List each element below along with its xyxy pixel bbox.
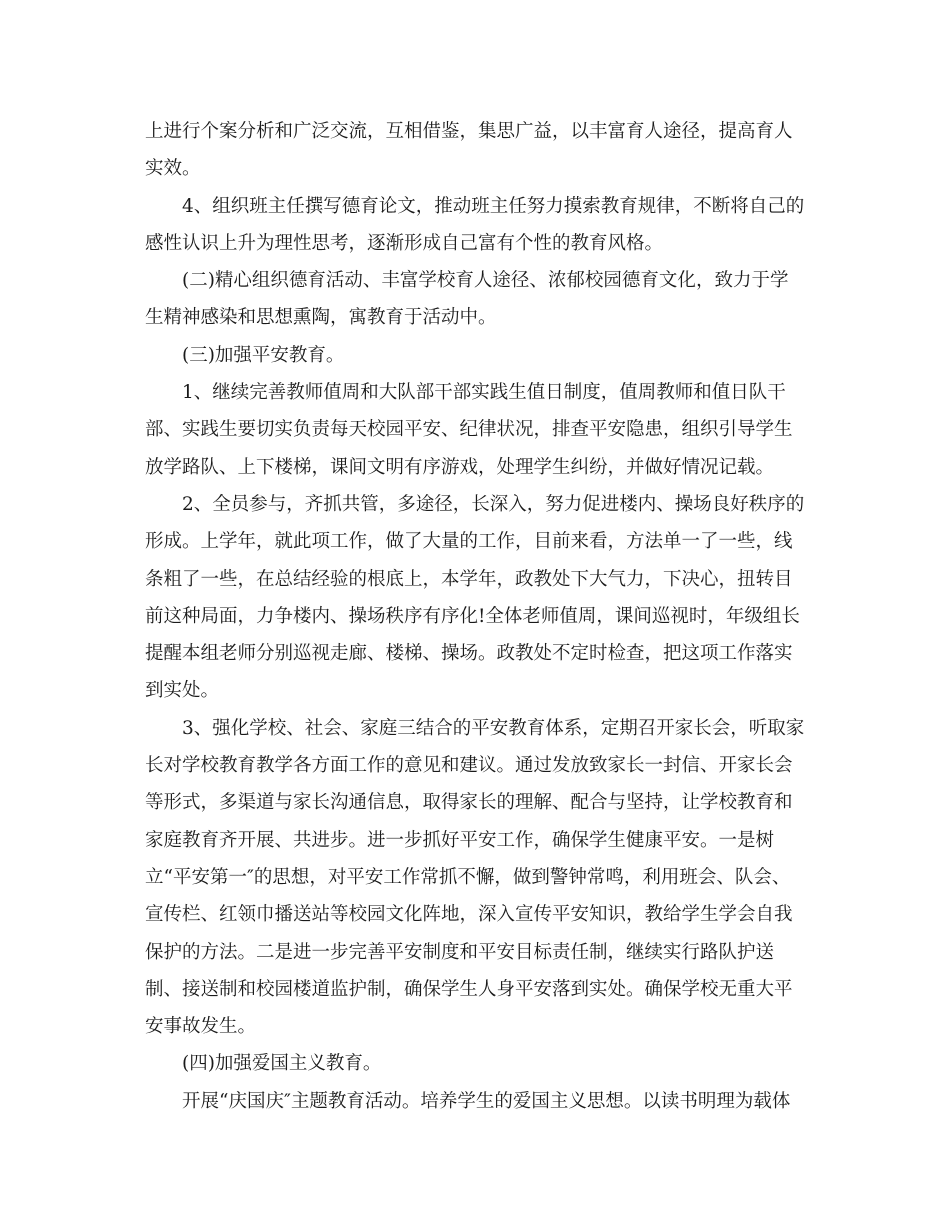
- document-body: [145, 113, 810, 1120]
- text-line: 1、继续完善教师值周和大队部干部实践生值日制度，值周教师和值日队干: [182, 382, 786, 404]
- text-line: 实效。: [145, 158, 201, 180]
- text-line: 生精神感染和思想熏陶，寓教育于活动中。: [145, 307, 497, 329]
- text-line: (四)加强爱国主义教育。: [182, 1053, 382, 1075]
- text-line: 宣传栏、红领巾播送站等校园文化阵地，深入宣传平安知识，教给学生学会自我: [145, 904, 793, 926]
- text-line: 制、接送制和校园楼道监护制，确保学生人身平安落到实处。确保学校无重大平: [145, 978, 793, 1000]
- text-line: 上进行个案分析和广泛交流，互相借鉴，集思广益，以丰富育人途径，提高育人: [145, 121, 793, 142]
- text-line: (二)精心组织德育活动、丰富学校育人途径、浓郁校园德育文化，致力于学: [182, 270, 789, 292]
- text-line: 开展“庆国庆″主题教育活动。培养学生的爱国主义思想。以读书明理为载体: [182, 1090, 791, 1112]
- text-line: 立“平安第一″的思想，对平安工作常抓不懈，做到警钟常鸣，利用班会、队会、: [145, 866, 791, 888]
- text-line: 提醒本组老师分别巡视走廊、楼梯、操场。政教处不定时检查，把这项工作落实: [145, 643, 793, 665]
- text-line: 部、实践生要切实负责每天校园平安、纪律状况，排查平安隐患，组织引导学生: [145, 419, 793, 441]
- text-line: 感性认识上升为理性思考，逐渐形成自己富有个性的教育风格。: [145, 232, 664, 254]
- text-line: 4、组织班主任撰写德育论文，推动班主任努力摸索教育规律，不断将自己的: [182, 195, 805, 217]
- text-line: 条粗了一些，在总结经验的根底上，本学年，政教处下大气力，下决心，扭转目: [145, 568, 793, 590]
- text-line: 家庭教育齐开展、共进步。进一步抓好平安工作，确保学生健康平安。一是树: [145, 829, 775, 851]
- text-line: 3、强化学校、社会、家庭三结合的平安教育体系，定期召开家长会，听取家: [182, 717, 805, 739]
- text-line: 等形式，多渠道与家长沟通信息，取得家长的理解、配合与坚持，让学校教育和: [145, 792, 793, 814]
- text-line: 到实处。: [145, 680, 220, 702]
- text-line: 安事故发生。: [145, 1016, 257, 1038]
- text-line: 放学路队、上下楼梯，课间文明有序游戏，处理学生纠纷，并做好情况记载。: [145, 456, 775, 478]
- text-line: 保护的方法。二是进一步完善平安制度和平安目标责任制，继续实行路队护送: [145, 941, 775, 963]
- text-line: (三)加强平安教育。: [182, 344, 345, 366]
- text-line: 前这种局面，力争楼内、操场秩序有序化!全体老师值周，课间巡视时，年级组长: [145, 605, 800, 627]
- text-line: 2、全员参与，齐抓共管，多途径，长深入，努力促进楼内、操场良好秩序的: [182, 493, 805, 515]
- text-line: 长对学校教育教学各方面工作的意见和建议。通过发放致家长一封信、开家长会: [145, 755, 793, 777]
- text-line: 形成。上学年，就此项工作，做了大量的工作，目前来看，方法单一了一些，线: [145, 531, 793, 553]
